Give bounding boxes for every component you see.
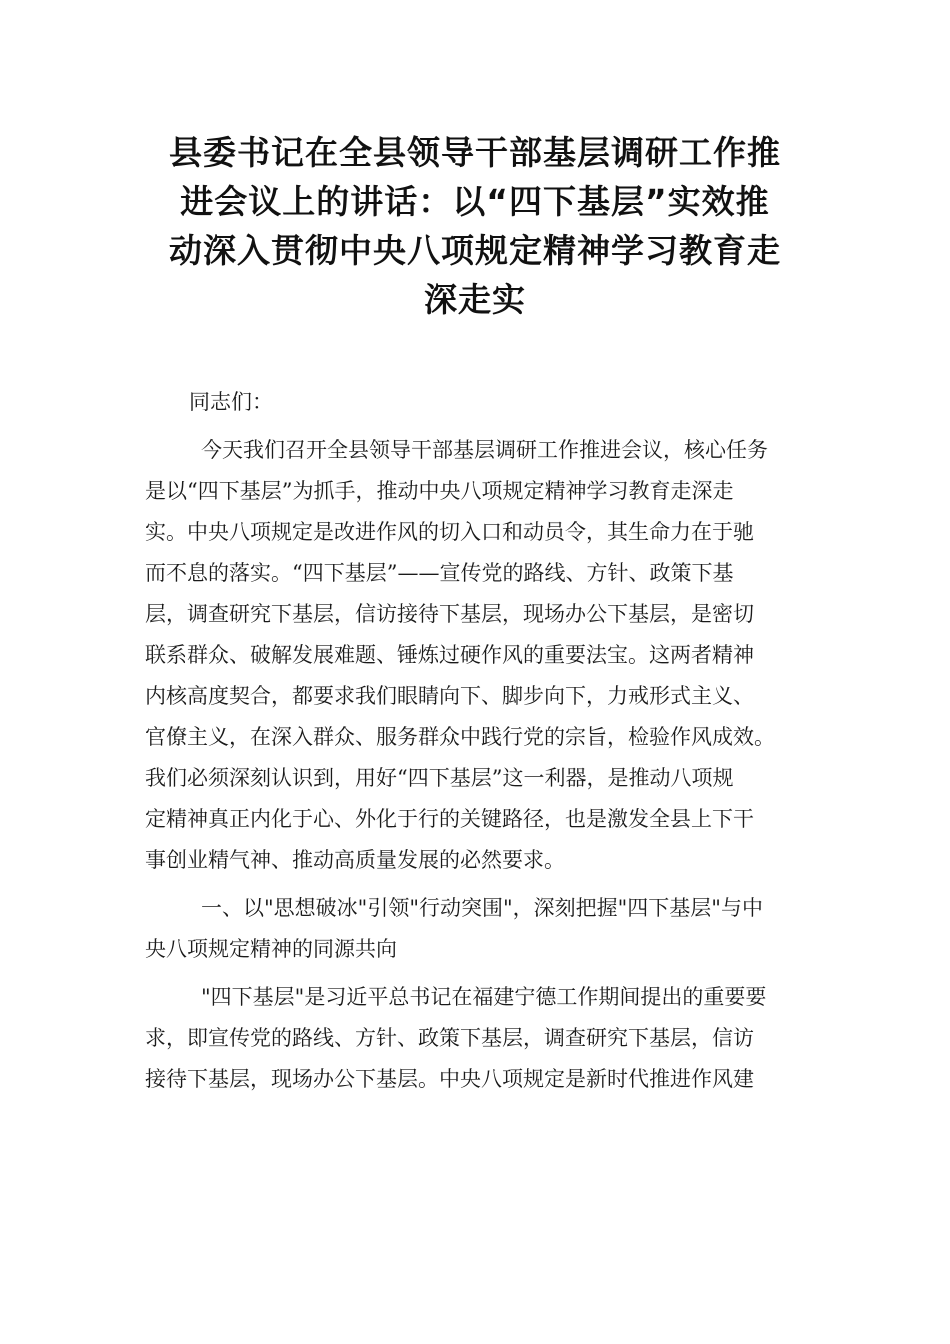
text-line: 联系群众、破解发展难题、锤炼过硬作风的重要法宝。这两者精神 [145, 643, 754, 667]
text-line: 而不息的落实。“四下基层”——宣传党的路线、方针、政策下基 [145, 561, 734, 585]
title-line: 动深入贯彻中央八项规定精神学习教育走 [169, 231, 781, 270]
text-line: 实。中央八项规定是改进作风的切入口和动员令，其生命力在于驰 [145, 520, 754, 544]
text-line: 内核高度契合，都要求我们眼睛向下、脚步向下，力戒形式主义、 [145, 684, 754, 708]
paragraph-intro [145, 430, 825, 881]
salutation [145, 382, 825, 423]
text-line: 是以“四下基层”为抓手，推动中央八项规定精神学习教育走深走 [145, 479, 734, 503]
text-line: 我们必须深刻认识到，用好“四下基层”这一利器，是推动八项规 [145, 766, 734, 790]
title-line: 进会议上的讲话：以“四下基层”实效推 [180, 182, 770, 221]
text-line: 一、以"思想破冰"引领"行动突围"，深刻把握"四下基层"与中 [201, 896, 763, 920]
document-body [145, 382, 825, 1107]
text-line: 定精神真正内化于心、外化于行的关键路径，也是激发全县上下干 [145, 807, 754, 831]
title-line: 县委书记在全县领导干部基层调研工作推 [169, 133, 781, 172]
title-line: 深走实 [424, 280, 526, 319]
text-line: 事创业精气神、推动高质量发展的必然要求。 [145, 848, 565, 872]
text-line: 层，调查研究下基层，信访接待下基层，现场办公下基层，是密切 [145, 602, 754, 626]
salutation-text: 同志们： [189, 390, 273, 414]
text-line: 央八项规定精神的同源共向 [145, 937, 397, 961]
text-line: 求，即宣传党的路线、方针、政策下基层，调查研究下基层，信访 [145, 1026, 754, 1050]
text-line: 官僚主义，在深入群众、服务群众中践行党的宗旨，检验作风成效。 [145, 725, 775, 749]
paragraph-section-1 [145, 977, 825, 1100]
text-line: 接待下基层，现场办公下基层。中央八项规定是新时代推进作风建 [145, 1067, 754, 1091]
text-line: "四下基层"是习近平总书记在福建宁德工作期间提出的重要要 [201, 985, 767, 1009]
document-title [140, 128, 810, 324]
section-heading-1 [145, 888, 825, 970]
text-line: 今天我们召开全县领导干部基层调研工作推进会议，核心任务 [201, 438, 768, 462]
